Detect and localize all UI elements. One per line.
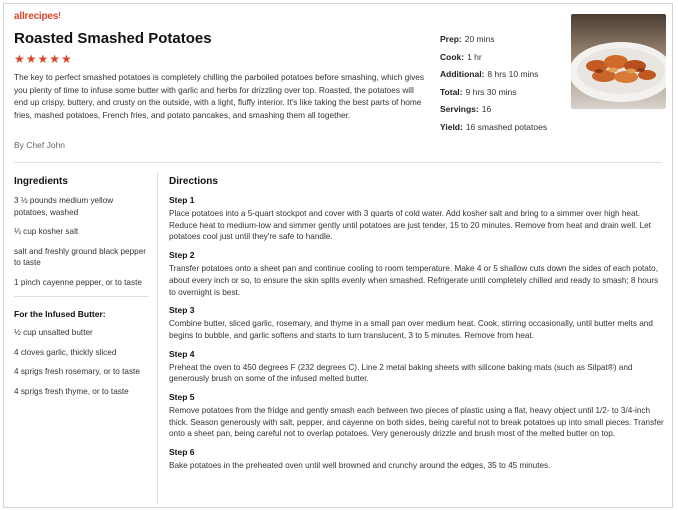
meta-cook: Cook: 1 hr xyxy=(440,51,482,62)
recipe-description: The key to perfect smashed potatoes is completely chilling the parboiled potatoes before smashing, which gives you plenty of time to infuse some butter with garlic and herbs for drizzling over top. Roasted, the potatoes will end up crispy, buttery, and crusty on the outside, with a light, fluffy interior. It's like taking the best parts of home fries, mashed potatoes, French fries, and potato pancakes, and smashing them all together. xyxy=(14,72,424,120)
rating-stars[interactable]: ★★★★★ xyxy=(14,52,73,66)
ingredient-item[interactable]: 1 pinch cayenne pepper, or to taste xyxy=(14,277,142,287)
step-item xyxy=(169,305,664,341)
section-divider xyxy=(14,162,662,163)
meta-total: Total: 9 hrs 30 mins xyxy=(440,86,517,97)
directions-heading: Directions xyxy=(169,176,218,187)
step-text: Combine butter, sliced garlic, rosemary, and thyme in a small pan over medium heat. Cook, stirring occasionally, until butter melts and begins to bubble, and garlic softens and starts to turn translucent, 3 to 5 minutes. Remove from heat. xyxy=(169,319,653,340)
recipe-title: Roasted Smashed Potatoes xyxy=(14,30,212,47)
step-item xyxy=(169,392,664,440)
step-item xyxy=(169,349,664,385)
step-title: Step 6 xyxy=(169,447,195,458)
recipe-card xyxy=(3,3,673,508)
ingredient-item[interactable]: ⅓ cup kosher salt xyxy=(14,227,79,236)
step-title: Step 1 xyxy=(169,195,195,205)
ingredient-item[interactable]: salt and freshly ground black pepper to taste xyxy=(14,246,146,267)
recipe-meta xyxy=(440,34,570,139)
ingredient-item[interactable]: 3 ½ pounds medium yellow potatoes, washed xyxy=(14,196,114,217)
ingredient-item[interactable]: 4 sprigs fresh rosemary, or to taste xyxy=(14,367,140,376)
ingredient-item[interactable]: 4 cloves garlic, thickly sliced xyxy=(14,347,117,357)
ingredients-section xyxy=(14,176,149,405)
step-item xyxy=(169,250,664,298)
step-text: Preheat the oven to 450 degrees F (232 degrees C). Line 2 metal baking sheets with silicone baking mats (such as Silpat®) and generously brush on some of the infused melted butter. xyxy=(169,362,633,384)
meta-servings: Servings: 16 xyxy=(440,104,492,114)
step-title: Step 2 xyxy=(169,250,195,261)
author-byline[interactable]: By Chef John xyxy=(14,140,66,150)
step-title: Step 5 xyxy=(169,392,195,403)
column-divider xyxy=(157,172,158,504)
step-text: Transfer potatoes onto a sheet pan and continue cooling to room temperature. Make 4 or 5 shallow cuts down the sides of each potato, about every inch or so, to ensure the skin splits evenly when smashed. Refrigerate until completely chilled and ready to smash; 8 hours to overnight is best. xyxy=(169,264,659,297)
ingredient-item[interactable]: 4 sprigs fresh thyme, or to taste xyxy=(14,386,129,396)
step-text: Place potatoes into a 5-quart stockpot and cover with 3 quarts of cold water. Add kosher salt and bring to a simmer over high heat. Reduce heat to medium-low and simmer gently until potatoes are just tender, 15 to 20 minutes. Remove from heat and drain well. Let potatoes cool just until they're safe to handle. xyxy=(169,209,651,242)
directions-section xyxy=(169,176,664,479)
butter-subheading: For the Infused Butter: xyxy=(14,309,106,319)
step-title: Step 4 xyxy=(169,348,195,359)
step-item xyxy=(169,447,664,472)
ingredient-item[interactable]: ½ cup unsalted butter xyxy=(14,328,93,337)
step-title: Step 3 xyxy=(169,305,195,316)
meta-additional: Additional: 8 hrs 10 mins xyxy=(440,69,539,79)
meta-prep: Prep: 20 mins xyxy=(440,34,495,44)
recipe-photo[interactable] xyxy=(571,14,666,109)
ingredients-divider xyxy=(14,296,149,297)
step-text: Bake potatoes in the preheated oven until well browned and crunchy around the edges, 35 to 45 minutes. xyxy=(169,461,551,471)
ingredients-heading: Ingredients xyxy=(14,176,68,187)
allrecipes-logo[interactable]: allrecipes! xyxy=(14,11,61,22)
meta-yield: Yield: 16 smashed potatoes xyxy=(440,121,548,132)
step-text: Remove potatoes from the fridge and gently smash each between two pieces of plastic using a flat, heavy object until 1/2- to 3/4-inch thick. Season generously with salt, pepper, and cayenne on both sides, being careful not to break potatoes up into small pieces. Transfer onto a sheet pan, being careful not to overlap potatoes. Very generously drizzle and brush most of the melted butter on top. xyxy=(169,406,664,439)
step-item xyxy=(169,195,664,243)
